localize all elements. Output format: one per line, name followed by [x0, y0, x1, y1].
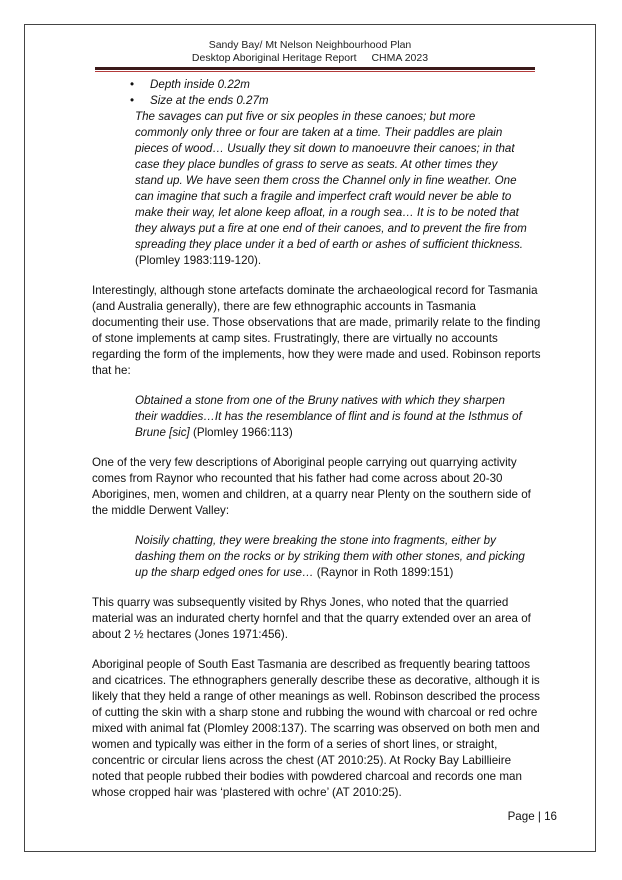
- header-rule-red: [95, 71, 535, 72]
- block-quote-canoes: [135, 109, 527, 269]
- page-number: Page | 16: [507, 810, 557, 823]
- paragraph-stone-artefacts: Interestingly, although stone artefacts dominate the archaeological record for Tasmania (and Australia generally), there are few ethnographic accounts in Tasmania documenting their use. Those observations that are made, primarily relate to the finding of stone implements at camp sites. Frustratingly, there are virtually no accounts regarding the form of the implements, how they were made and used. Robinson reports that he:: [92, 284, 541, 377]
- page-header: [25, 39, 595, 65]
- header-rule-dark: [95, 67, 535, 70]
- block-quote-raynor: [135, 533, 527, 581]
- header-report-name: Desktop Aboriginal Heritage Report: [191, 52, 357, 64]
- header-org: CHMA 2023: [371, 52, 429, 64]
- page-frame: [24, 24, 596, 852]
- quote-citation: (Raynor in Roth 1899:151): [316, 566, 454, 579]
- header-subtitle: [25, 52, 595, 65]
- bullet-item: • Size at the ends 0.27m: [112, 93, 543, 109]
- paragraph-tattoos: Aboriginal people of South East Tasmania are described as frequently bearing tattoos and cicatrices. The ethnographers generally describe these as decorative, although it is likely that they held a range of other meanings as well. Robinson described the process of cutting the skin with a sharp stone and rubbing the wound with charcoal or red ochre mixed with animal fat (Plomley 2008:137). The scarring was observed on both men and women and typically was either in the form of a series of short lines, or straight, concentric or circular liens across the chest (AT 2010:25). At Rocky Bay Labillieire noted that people rubbed their bodies with powdered charcoal and records one man whose cropped hair was ‘plastered with ochre’ (AT 2010:25).: [92, 658, 540, 799]
- bullet-list: [92, 77, 543, 109]
- bullet-item: • Depth inside 0.22m: [112, 77, 543, 93]
- paragraph-rhys-jones: This quarry was subsequently visited by Rhys Jones, who noted that the quarried material was an indurated cherty hornfel and that the quarry extended over an area of about 2 ½ hectares (Jones 1971:456).: [92, 596, 531, 641]
- header-title: Sandy Bay/ Mt Nelson Neighbourhood Plan: [208, 39, 412, 51]
- page-content: [92, 77, 543, 815]
- quote-citation: (Plomley 1983:119-120).: [135, 254, 262, 267]
- quote-text: Obtained a stone from one of the Bruny natives with which they sharpen their waddies…It has the resemblance of flint and is found at the Isthmus of Brune [sic]: [135, 394, 522, 439]
- quote-text: The savages can put five or six peoples in these canoes; but more commonly only three or four are taken at a time. Their paddles are plain pieces of wood… Usually they sit down to manoeuvre their canoes; in that case they place bundles of grass to serve as seats. At other times they stand up. We have seen them cross the Channel only in fine weather. One can imagine that such a fragile and imperfect craft would never be able to make their way, let alone keep afloat, in a rough sea… It is to be noted that they always put a fire at one end of their canoes, and to prevent the fire from spreading they place under it a bed of earth or ashes of sufficient thickness.: [135, 110, 527, 251]
- quote-text: Noisily chatting, they were breaking the stone into fragments, either by dashing them on the rocks or by striking them with other stones, and picking up the sharp edged ones for use…: [135, 534, 525, 579]
- paragraph-quarrying: One of the very few descriptions of Aboriginal people carrying out quarrying activity comes from Raynor who recounted that his father had come across about 20-30 Aborigines, men, women and children, at a quarry near Plenty on the southern side of the middle Derwent Valley:: [92, 456, 531, 517]
- block-quote-robinson: [135, 393, 527, 441]
- quote-citation: (Plomley 1966:113): [193, 426, 293, 439]
